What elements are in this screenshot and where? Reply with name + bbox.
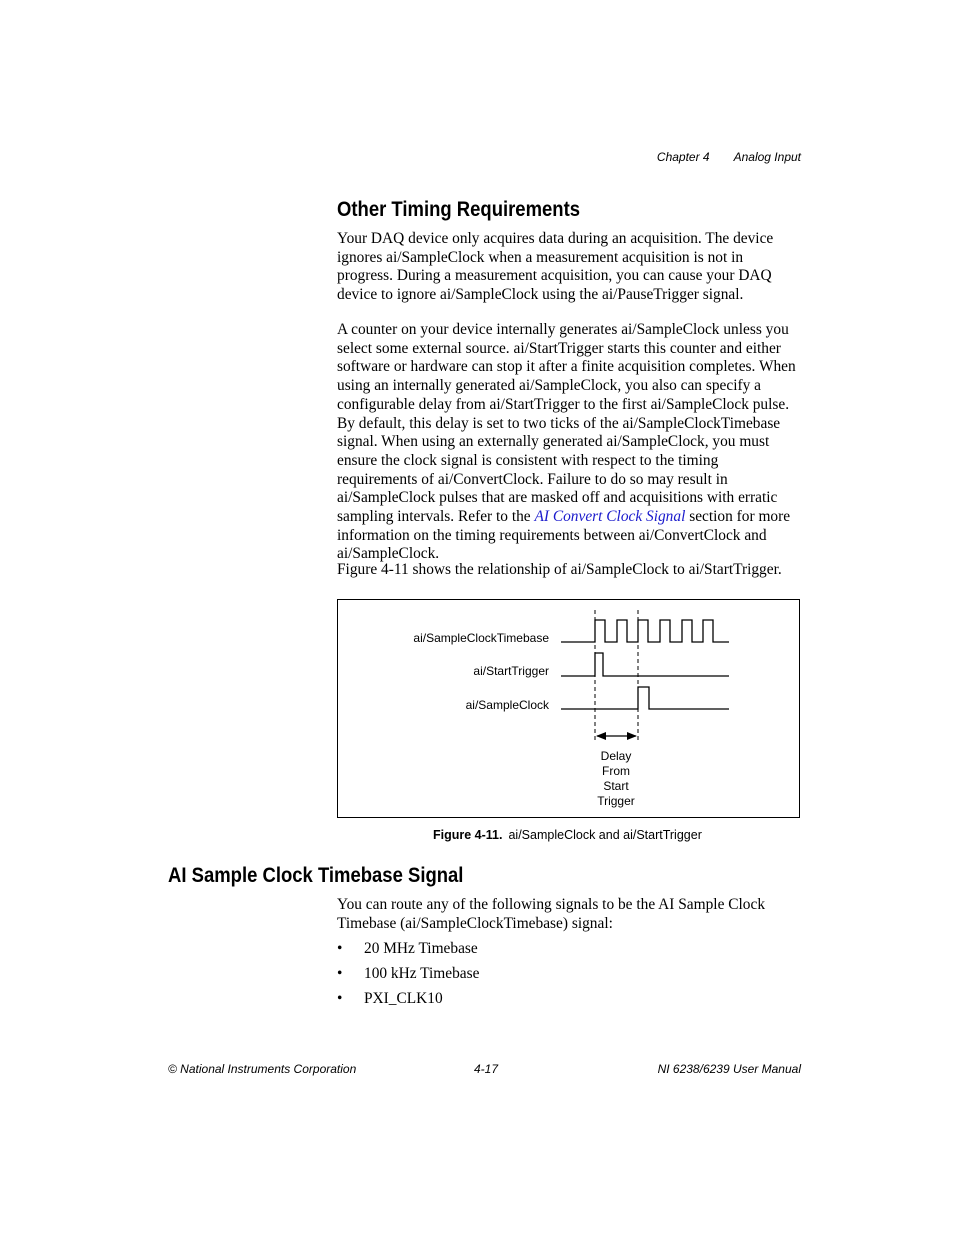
bullet-glyph: • [337,965,343,982]
timing-diagram-svg [338,600,799,817]
header-chapter: Chapter 4 [656,150,710,164]
label-timebase: ai/SampleClockTimebase [413,631,549,645]
list-item-text: 20 MHz Timebase [364,940,478,957]
ai-convert-clock-link[interactable]: AI Convert Clock Signal [534,508,686,526]
waveform-timebase [561,620,729,642]
footer-page-number: 4-17 [474,1062,499,1076]
list-item [337,963,479,988]
list-item-text: PXI_CLK10 [364,990,443,1007]
waveform-sample-clock [561,687,729,709]
header-section: Analog Input [733,150,801,164]
section-title-other-timing: Other Timing Requirements [337,198,581,221]
section-title-ai-sample-clock-timebase: AI Sample Clock Timebase Signal [168,864,464,887]
figure-caption-number: Figure 4-11. [433,828,503,842]
timing-diagram [337,599,800,818]
footer-manual-title: NI 6238/6239 User Manual [657,1062,801,1076]
list-item [337,988,479,1013]
delay-label-line-3: Start [603,779,629,793]
label-sample-clock: ai/SampleClock [465,698,549,712]
paragraph-counter-text-a: A counter on your device internally generates ai/SampleClock unless you select some external source. ai/StartTrigger starts this counter and either software or hardware can stop it after a finite acquisition completes. When using an internally generated ai/SampleClock, you also can specify a configurable delay from ai/StartTrigger to the first ai/SampleClock pulse. By default, this delay is set to two ticks of the ai/SampleClockTimebase signal. When using an externally generated ai/SampleClock, you must ensure the clock signal is consistent with respect to the timing requirements of ai/ConvertClock. Failure to do so may result in ai/SampleClock pulses that are masked off and acquisitions with erratic sampling intervals. Refer to the [337,321,796,526]
paragraph-route-signals: You can route any of the following signals to be the AI Sample Clock Timebase (ai/SampleClockTimebase) signal: [337,896,766,932]
paragraph-counter-text-b: section for more information on the timing requirements between ai/ConvertClock and ai/SampleClock. [337,508,791,563]
bullet-glyph: • [337,940,343,957]
figure-caption-text: ai/SampleClock and ai/StartTrigger [508,828,702,842]
delay-label-line-2: From [602,764,630,778]
figure-caption [433,828,702,842]
footer-copyright: © National Instruments Corporation [168,1062,357,1076]
paragraph-counter [337,321,799,564]
running-header [657,150,801,164]
timebase-list [337,938,479,1013]
paragraph-acquisition: Your DAQ device only acquires data during an acquisition. The device ignores ai/SampleClock when a measurement acquisition is not in progress. During a measurement acquisition, you can cause your DAQ device to ignore ai/SampleClock using the ai/PauseTrigger signal. [337,230,774,304]
label-start-trigger: ai/StartTrigger [473,664,549,678]
delay-label-line-4: Trigger [597,794,635,808]
paragraph-figure-ref: Figure 4-11 shows the relationship of ai/SampleClock to ai/StartTrigger. [337,561,782,578]
list-item [337,938,479,963]
list-item-text: 100 kHz Timebase [364,965,480,982]
bullet-glyph: • [337,990,343,1007]
waveform-start-trigger [561,653,729,676]
delay-label-line-1: Delay [600,749,632,763]
